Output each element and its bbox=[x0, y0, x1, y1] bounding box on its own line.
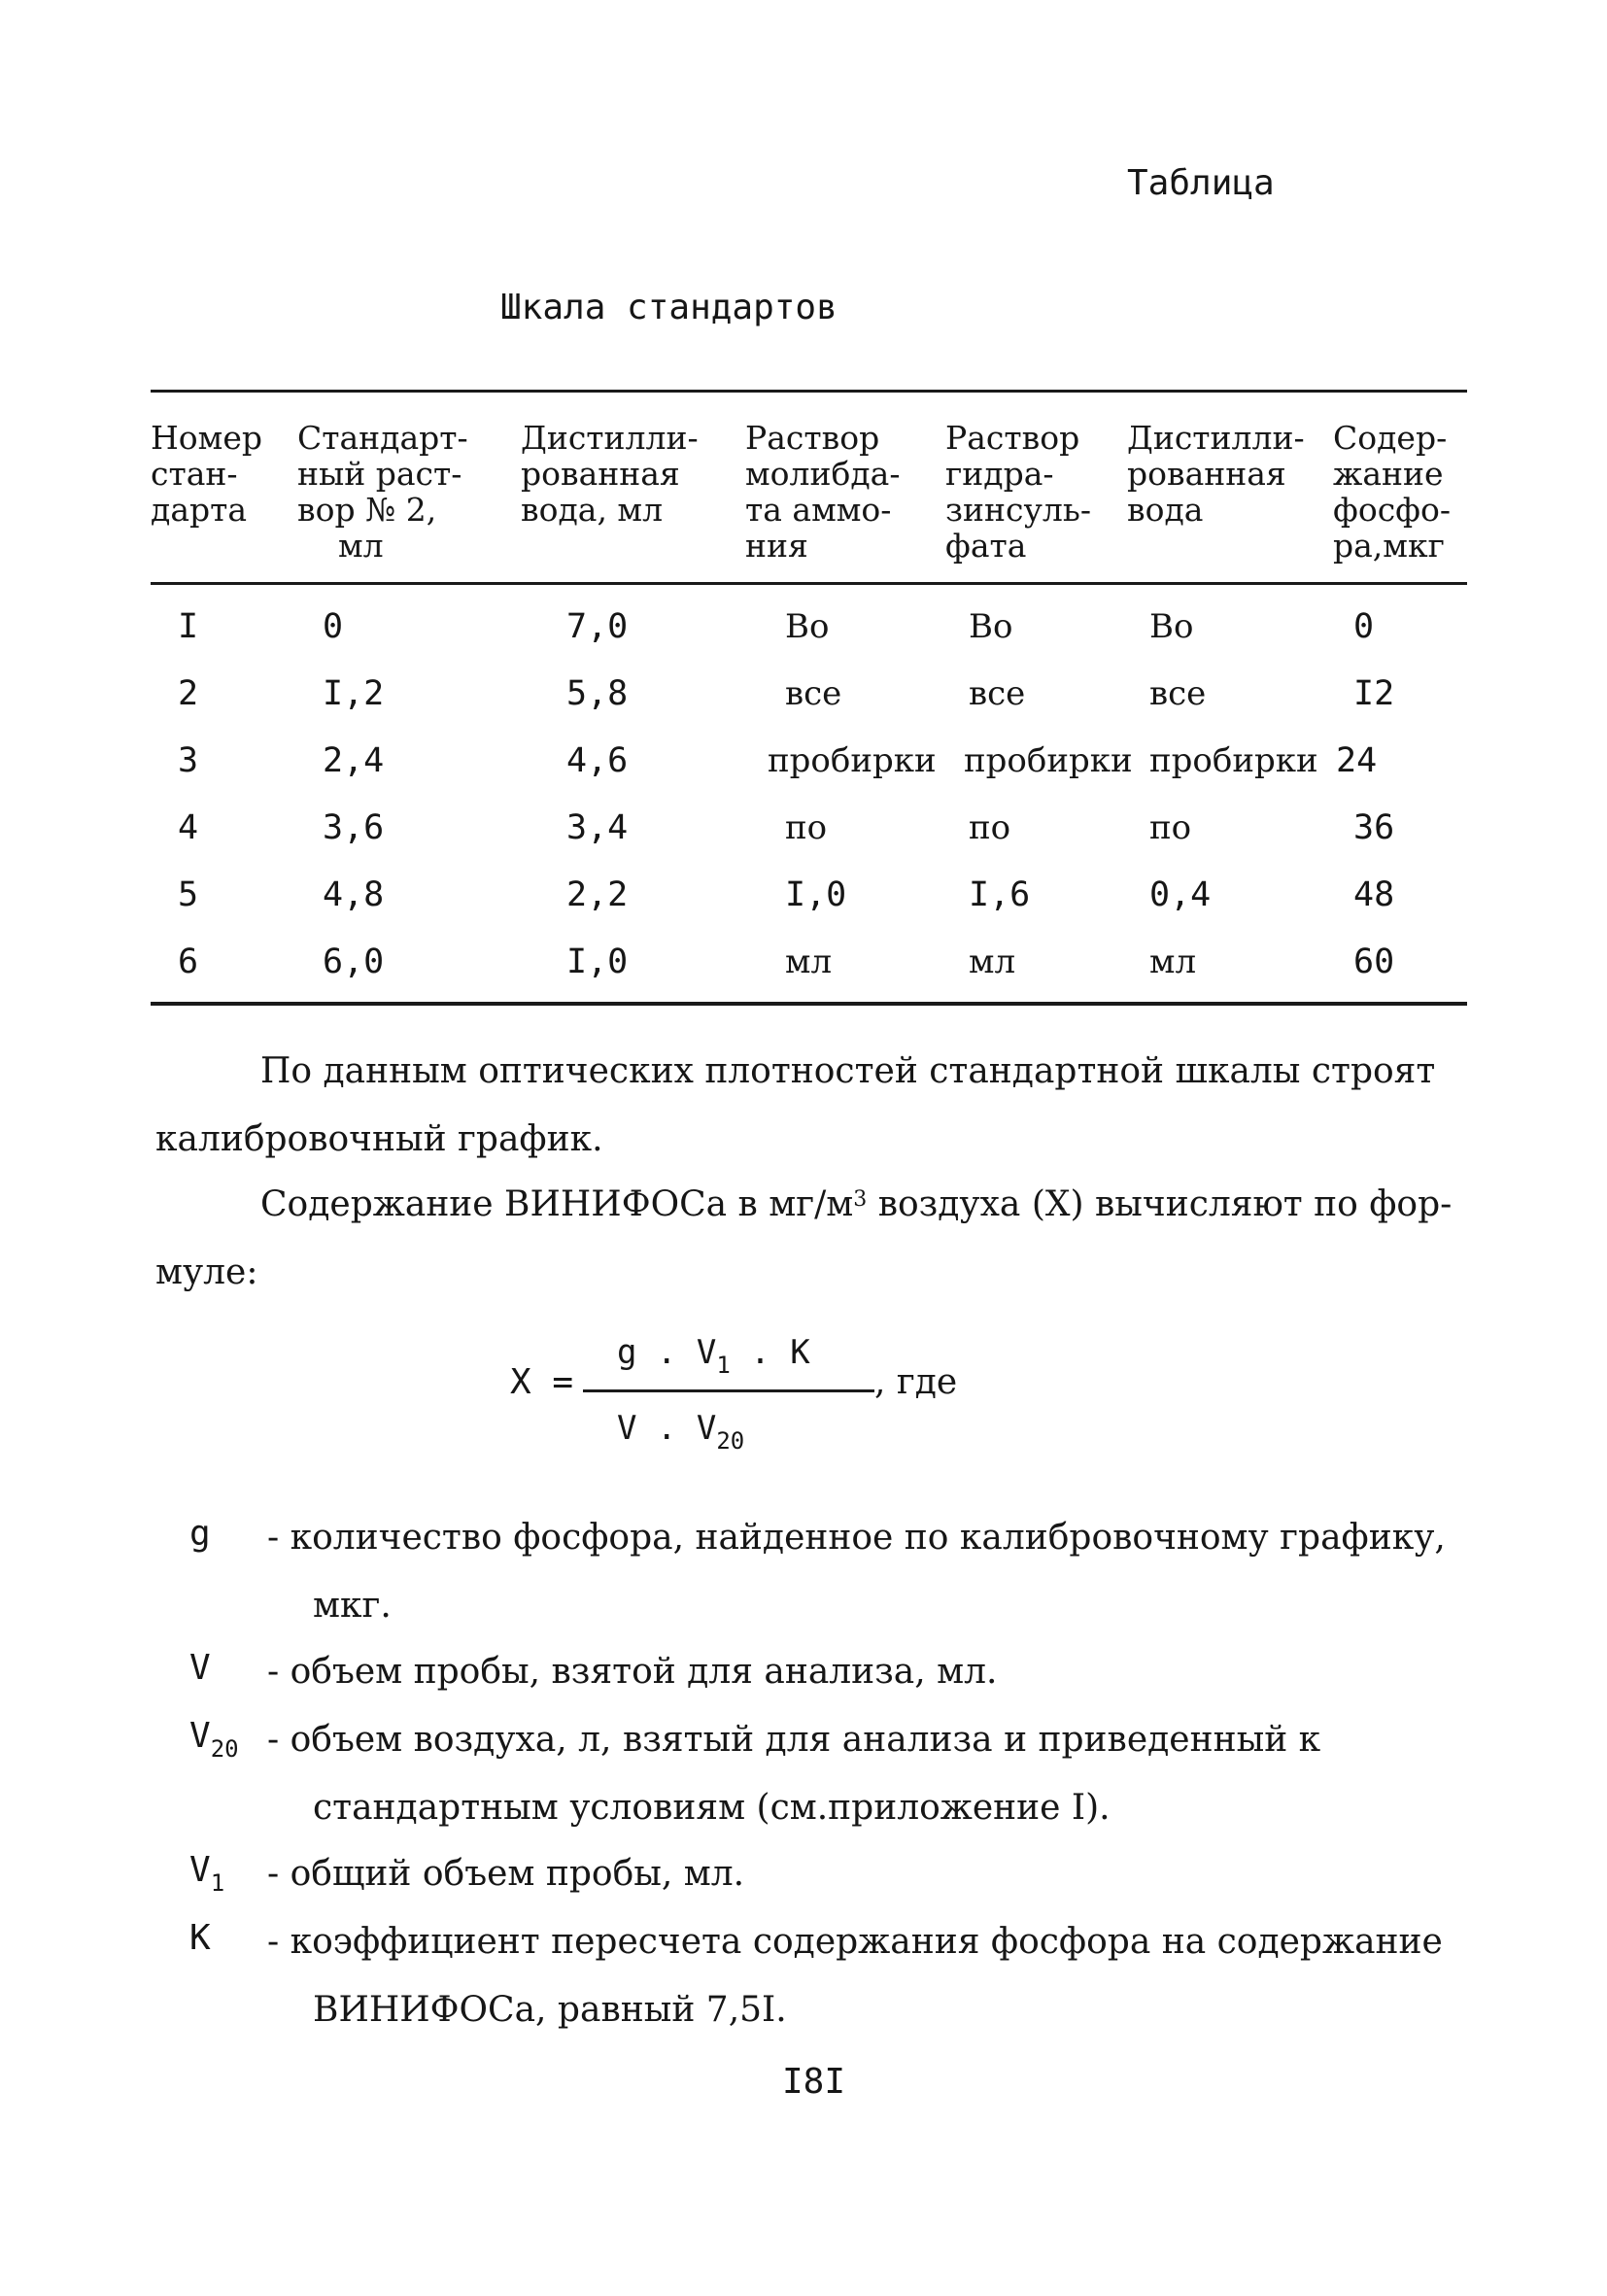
table-cell: пробирки bbox=[964, 741, 1133, 780]
table-cell: по bbox=[969, 808, 1011, 847]
table-cell: все bbox=[785, 674, 842, 713]
table-cell: I2 bbox=[1353, 674, 1395, 713]
table-cell: 0 bbox=[1353, 607, 1375, 646]
legend-symbol bbox=[189, 1648, 211, 1688]
paragraph-content-cont bbox=[155, 1239, 258, 1307]
numerator-part-b: . K bbox=[730, 1333, 810, 1372]
numerator-subscript: 1 bbox=[716, 1352, 731, 1379]
table-cell: I,6 bbox=[969, 875, 1031, 914]
table-cell: 6 bbox=[178, 942, 199, 981]
paragraph-calibration bbox=[260, 1038, 1435, 1106]
table-header-line: молибда- bbox=[745, 455, 901, 493]
table-cell: 36 bbox=[1353, 808, 1395, 847]
paragraph-content-formula bbox=[260, 1171, 1452, 1244]
legend-symbol-letter: V bbox=[189, 1716, 211, 1756]
table-cell: Во bbox=[969, 607, 1013, 646]
table-bottom-rule bbox=[151, 1002, 1467, 1006]
table-header-line: Дистилли- bbox=[521, 419, 699, 457]
table-cell: Во bbox=[785, 607, 830, 646]
table-header-line: Раствор bbox=[945, 419, 1080, 457]
cubic-superscript: 3 bbox=[853, 1187, 868, 1212]
table-header-line: мл bbox=[338, 527, 384, 565]
table-cell: 5 bbox=[178, 875, 199, 914]
legend-definition-line: - количество фосфора, найденное по калибровочному графику, bbox=[267, 1518, 1446, 1558]
table-cell: 4,6 bbox=[566, 741, 629, 780]
table-cell: I bbox=[178, 607, 199, 646]
table-header-cell bbox=[1333, 420, 1451, 564]
legend-definition-line: стандартным условиям (см.приложение I). bbox=[313, 1788, 1111, 1828]
table-cell: 7,0 bbox=[566, 607, 629, 646]
table-header-line: та аммо- bbox=[745, 491, 892, 529]
table-header-cell bbox=[151, 420, 262, 528]
table-cell: мл bbox=[1149, 942, 1197, 981]
table-caption: Таблица bbox=[1127, 163, 1275, 203]
table-cell: 3 bbox=[178, 741, 199, 780]
table-cell: 0 bbox=[323, 607, 344, 646]
table-top-rule bbox=[151, 390, 1467, 393]
table-header-line: Номер bbox=[151, 419, 262, 457]
table-cell: пробирки bbox=[768, 741, 937, 780]
table-header-line: зинсуль- bbox=[945, 491, 1091, 529]
table-cell: мл bbox=[785, 942, 833, 981]
formula-lhs: X = bbox=[510, 1362, 574, 1402]
table-cell: I,0 bbox=[566, 942, 629, 981]
legend-definition-line: мкг. bbox=[313, 1586, 392, 1626]
table-cell: 2,2 bbox=[566, 875, 629, 914]
table-cell: мл bbox=[969, 942, 1016, 981]
table-cell: 5,8 bbox=[566, 674, 629, 713]
table-header-line: стан- bbox=[151, 455, 238, 493]
legend-definition-line: - общий объем пробы, мл. bbox=[267, 1854, 745, 1894]
table-cell: 3,4 bbox=[566, 808, 629, 847]
legend-symbol-subscript: 1 bbox=[210, 1869, 225, 1897]
formula-numerator bbox=[617, 1333, 810, 1379]
table-header-line: рованная bbox=[521, 455, 680, 493]
denominator-subscript: 20 bbox=[716, 1427, 745, 1455]
table-header-line: фосфо- bbox=[1333, 491, 1452, 529]
table-header-cell bbox=[945, 420, 1091, 564]
table-header-cell bbox=[297, 420, 468, 564]
table-header-line: Стандарт- bbox=[297, 419, 468, 457]
denominator-part-a: V . V bbox=[617, 1409, 717, 1448]
table-header-cell bbox=[745, 420, 901, 564]
table-cell: 24 bbox=[1336, 741, 1378, 780]
table-header-cell bbox=[521, 420, 699, 528]
legend-symbol-letter: V bbox=[189, 1850, 211, 1890]
paragraph-content-line2: муле: bbox=[155, 1252, 258, 1292]
legend-definition-line: - коэффициент пересчета содержания фосфора на содержание bbox=[267, 1922, 1443, 1962]
table-cell: 4,8 bbox=[323, 875, 385, 914]
paragraph-content-line1a: Содержание ВИНИФОСа в мг/м bbox=[260, 1184, 854, 1224]
table-cell: 2,4 bbox=[323, 741, 385, 780]
legend-symbol-subscript: 20 bbox=[210, 1735, 239, 1763]
numerator-part-a: g . V bbox=[617, 1333, 717, 1372]
paragraph-calibration-line2: калибровочный график. bbox=[155, 1119, 603, 1159]
legend-symbol bbox=[189, 1514, 211, 1554]
legend-definition-line: - объем пробы, взятой для анализа, мл. bbox=[267, 1652, 998, 1692]
table-cell: по bbox=[1149, 808, 1192, 847]
paragraph-calibration-cont bbox=[155, 1106, 603, 1174]
formula-suffix: , где bbox=[874, 1362, 958, 1402]
table-cell: 6,0 bbox=[323, 942, 385, 981]
table-header-line: жание bbox=[1333, 455, 1444, 493]
table-header-line: ния bbox=[745, 527, 808, 565]
paragraph-calibration-line1: По данным оптических плотностей стандартной шкалы строят bbox=[260, 1051, 1436, 1091]
table-header-line: фата bbox=[945, 527, 1027, 565]
table-cell: 0,4 bbox=[1149, 875, 1212, 914]
table-cell: 60 bbox=[1353, 942, 1395, 981]
fraction-bar bbox=[583, 1389, 874, 1392]
formula-denominator bbox=[617, 1409, 745, 1455]
table-cell: Во bbox=[1149, 607, 1194, 646]
paragraph-content-line1b: воздуха (X) вычисляют по фор- bbox=[867, 1184, 1453, 1224]
legend-symbol bbox=[189, 1918, 211, 1958]
legend-definition-line: - объем воздуха, л, взятый для анализа и приведенный к bbox=[267, 1720, 1321, 1760]
legend-symbol bbox=[189, 1850, 225, 1897]
table-cell: I,2 bbox=[323, 674, 385, 713]
table-header-rule bbox=[151, 582, 1467, 585]
table-header-line: ный раст- bbox=[297, 455, 462, 493]
table-header-line: Содер- bbox=[1333, 419, 1448, 457]
table-cell: 2 bbox=[178, 674, 199, 713]
table-cell: 48 bbox=[1353, 875, 1395, 914]
table-cell: по bbox=[785, 808, 828, 847]
table-header-line: гидра- bbox=[945, 455, 1054, 493]
table-header-line: ра,мкг bbox=[1333, 527, 1445, 565]
table-cell: 4 bbox=[178, 808, 199, 847]
table-header-line: Дистилли- bbox=[1127, 419, 1305, 457]
table-header-line: рованная bbox=[1127, 455, 1286, 493]
legend-symbol-letter: g bbox=[189, 1514, 211, 1554]
table-cell: I,0 bbox=[785, 875, 847, 914]
table-cell: все bbox=[1149, 674, 1207, 713]
table-header-line: вода bbox=[1127, 491, 1204, 529]
table-title: Шкала стандартов bbox=[500, 288, 838, 327]
table-cell: пробирки bbox=[1149, 741, 1318, 780]
legend-symbol-letter: V bbox=[189, 1648, 211, 1688]
table-header-line: вода, мл bbox=[521, 491, 664, 529]
table-header-line: Раствор bbox=[745, 419, 880, 457]
table-header-line: дарта bbox=[151, 491, 248, 529]
table-cell: все bbox=[969, 674, 1026, 713]
legend-symbol-letter: K bbox=[189, 1918, 211, 1958]
table-header-line: вор № 2, bbox=[297, 491, 437, 529]
legend-definition-line: ВИНИФОСа, равный 7,5I. bbox=[313, 1990, 787, 2030]
table-cell: 3,6 bbox=[323, 808, 385, 847]
table-header-cell bbox=[1127, 420, 1305, 528]
legend-symbol bbox=[189, 1716, 239, 1763]
page-number: I8I bbox=[782, 2062, 846, 2102]
